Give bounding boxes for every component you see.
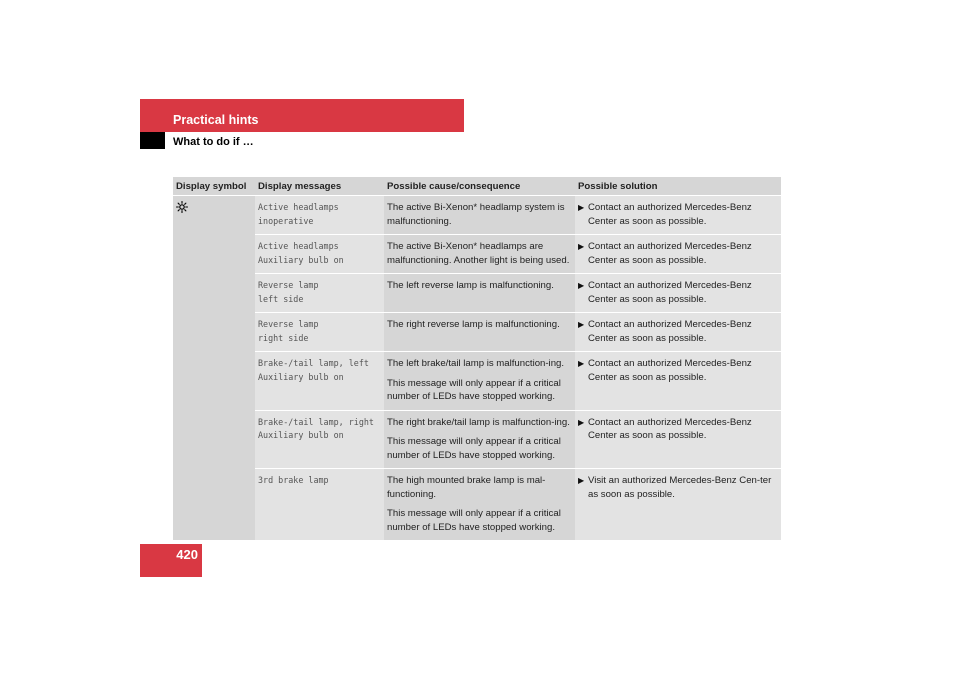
cause-text: The right brake/tail lamp is malfunction-ing.: [387, 416, 570, 428]
display-message-cell: [255, 410, 384, 469]
bullet-arrow-icon: ▶: [578, 242, 585, 251]
bullet-arrow-icon: ▶: [578, 320, 585, 329]
page-number-box: [140, 544, 202, 577]
cause-text: The active Bi-Xenon* headlamps are malfunctioning. Another light is being used.: [387, 241, 570, 266]
cause-text: The left brake/tail lamp is malfunction-ing.: [387, 358, 565, 369]
bullet-arrow-icon: ▶: [578, 476, 585, 485]
cause-text: The active Bi-Xenon* headlamp system is malfunctioning.: [387, 202, 565, 227]
solution-text: Contact an authorized Mercedes-Benz Center as soon as possible.: [588, 319, 752, 344]
cause-cell: [384, 196, 575, 235]
display-message-cell: [255, 196, 384, 235]
bullet-arrow-icon: ▶: [578, 203, 585, 212]
section-title: Practical hints: [173, 113, 259, 127]
solution-text: Contact an authorized Mercedes-Benz Center as soon as possible.: [588, 416, 752, 441]
section-subtitle: What to do if …: [173, 136, 254, 148]
display-message-cell: [255, 352, 384, 411]
column-header-messages: Display messages: [255, 177, 384, 196]
header-marker: [140, 132, 165, 149]
table-header-row: [173, 177, 781, 196]
display-message-text: Reverse lamp right side: [258, 319, 319, 343]
solution-text: Contact an authorized Mercedes-Benz Center as soon as possible.: [588, 202, 752, 227]
solution-cell: [575, 196, 781, 235]
cause-text: The high mounted brake lamp is mal-functioning.: [387, 475, 546, 500]
cause-cell: [384, 352, 575, 411]
section-header-bar: [140, 99, 464, 132]
exterior-lamp-icon: [176, 201, 188, 213]
solution-text: Contact an authorized Mercedes-Benz Center as soon as possible.: [588, 241, 752, 266]
cause-cell: [384, 410, 575, 469]
solution-cell: [575, 410, 781, 469]
display-message-text: Active headlamps inoperative: [258, 202, 339, 226]
solution-cell: [575, 274, 781, 313]
display-message-text: Brake-/tail lamp, right Auxiliary bulb on: [258, 416, 374, 440]
cause-text: This message will only appear if a critical number of LEDs have stopped working.: [387, 377, 561, 402]
cause-cell: [384, 469, 575, 541]
solution-cell: [575, 313, 781, 352]
table-row: [173, 235, 781, 274]
table-row: [173, 313, 781, 352]
column-header-cause: Possible cause/consequence: [384, 177, 575, 196]
cause-text: The left reverse lamp is malfunctioning.: [387, 280, 554, 291]
cause-cell: [384, 274, 575, 313]
display-message-text: Reverse lamp left side: [258, 280, 319, 304]
column-header-symbol: Display symbol: [173, 177, 255, 196]
table-row: [173, 352, 781, 411]
cause-text: This message will only appear if a critical number of LEDs have stopped working.: [387, 436, 561, 461]
cause-text: This message will only appear if a critical number of LEDs have stopped working.: [387, 508, 561, 533]
solution-text: Contact an authorized Mercedes-Benz Center as soon as possible.: [588, 358, 752, 383]
display-message-text: Brake-/tail lamp, left Auxiliary bulb on: [258, 358, 369, 382]
table-body: [173, 196, 781, 541]
display-symbol-cell: [173, 196, 255, 541]
table-row: [173, 196, 781, 235]
display-message-cell: [255, 274, 384, 313]
bullet-arrow-icon: ▶: [578, 417, 585, 427]
display-messages-table: [173, 177, 781, 540]
display-message-cell: [255, 235, 384, 274]
column-header-solution: Possible solution: [575, 177, 781, 196]
solution-text: Contact an authorized Mercedes-Benz Center as soon as possible.: [588, 280, 752, 305]
solution-text: Visit an authorized Mercedes-Benz Cen-ter as soon as possible.: [588, 475, 772, 500]
display-message-cell: [255, 313, 384, 352]
display-message-text: Active headlamps Auxiliary bulb on: [258, 241, 344, 265]
bullet-arrow-icon: ▶: [578, 359, 585, 368]
page-number: 420: [176, 547, 198, 562]
display-message-cell: [255, 469, 384, 541]
cause-cell: [384, 313, 575, 352]
cause-cell: [384, 235, 575, 274]
solution-cell: [575, 469, 781, 541]
cause-text: The right reverse lamp is malfunctioning.: [387, 319, 560, 330]
table-row: [173, 274, 781, 313]
bullet-arrow-icon: ▶: [578, 281, 585, 290]
display-message-text: 3rd brake lamp: [258, 475, 329, 485]
table-row: [173, 410, 781, 469]
table-row: [173, 469, 781, 541]
solution-cell: [575, 352, 781, 411]
solution-cell: [575, 235, 781, 274]
